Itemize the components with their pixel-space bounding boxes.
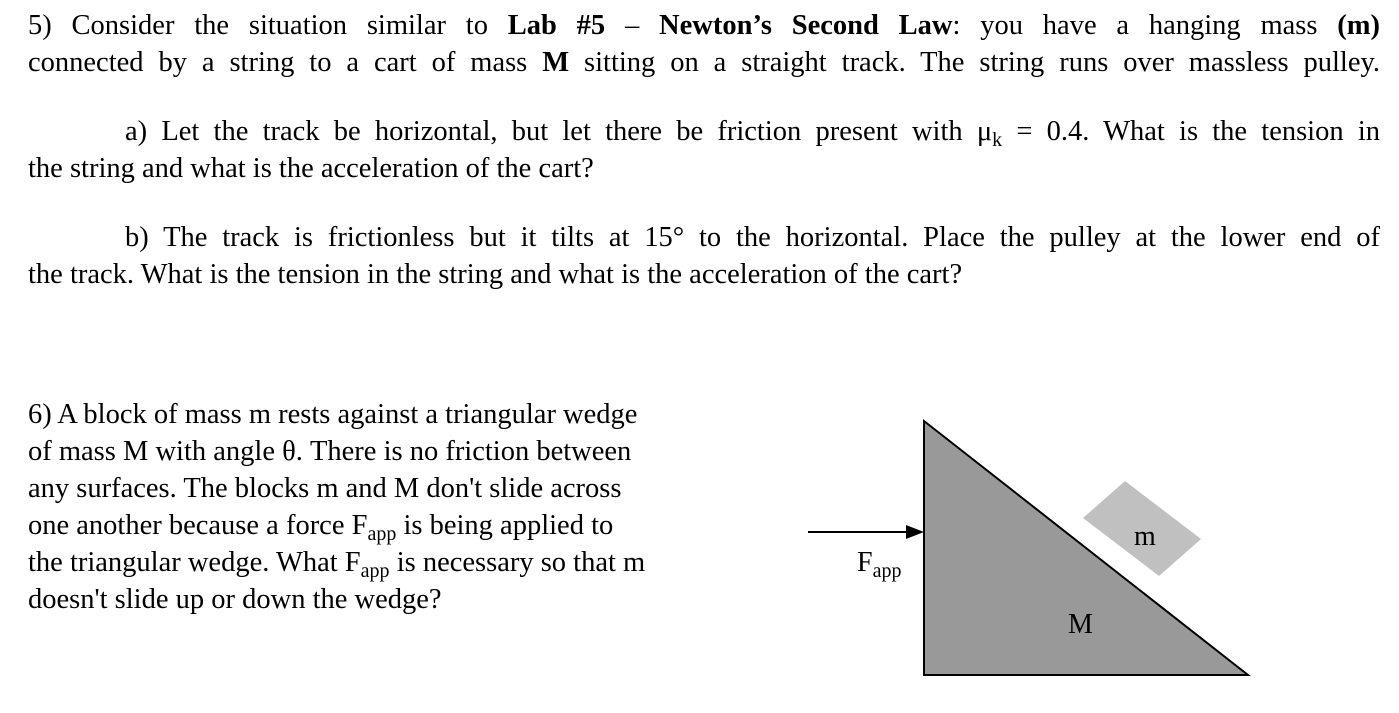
q5-intro-text-2: : you have a hanging mass (952, 10, 1338, 41)
q5-lab-number: Lab #5 (507, 10, 606, 41)
q5-line2-text: connected by a string to a cart of mass (28, 47, 543, 78)
fapp-label-subscript: app (872, 560, 902, 582)
q6-line4-text: one another because a force F (28, 510, 368, 541)
fapp-subscript: app (360, 560, 390, 582)
q6-line4-text-2: is being applied to (396, 510, 614, 541)
q6-line5-text: the triangular wedge. What F (28, 547, 361, 578)
fapp-label-main: F (857, 547, 873, 578)
q5-intro-text: 5) Consider the situation similar to (28, 10, 508, 41)
q5-line2-text-2: sitting on a straight track. The string runs over massless pulley. (569, 47, 1380, 78)
q6-line5-text-2: is necessary so that m (389, 547, 646, 578)
q5-part-a-text-2: = 0.4. What is the tension in (1002, 116, 1380, 147)
fapp-label (857, 547, 902, 582)
q5-hanging-mass-symbol: (m) (1337, 10, 1381, 41)
q6-line-3: any surfaces. The blocks m and M don't slide across (28, 473, 622, 504)
block-m-label: m (1134, 521, 1156, 552)
q5-dash: – (605, 10, 660, 41)
wedge-M-label: M (1068, 609, 1093, 640)
q5-lab-title: Newton’s Second Law (659, 10, 953, 41)
q6-line-6: doesn't slide up or down the wedge? (28, 584, 442, 615)
q5-part-b-line-1: b) The track is frictionless but it tilts at 15° to the horizontal. Place the pulley at the lower end of (125, 222, 1380, 253)
q5-cart-mass-symbol: M (542, 47, 570, 78)
force-arrow-head (906, 525, 924, 539)
q6-line-1: 6) A block of mass m rests against a triangular wedge (28, 399, 638, 430)
mu-subscript: k (992, 129, 1003, 151)
q5-part-b-line-2: the track. What is the tension in the string and what is the acceleration of the cart? (28, 259, 963, 290)
q5-part-a-text: a) Let the track be horizontal, but let there be friction present with μ (125, 116, 993, 147)
q6-line-2: of mass M with angle θ. There is no friction between (28, 436, 632, 467)
q5-part-a-line-2: the string and what is the acceleration of the cart? (28, 153, 594, 184)
fapp-subscript: app (367, 523, 397, 545)
